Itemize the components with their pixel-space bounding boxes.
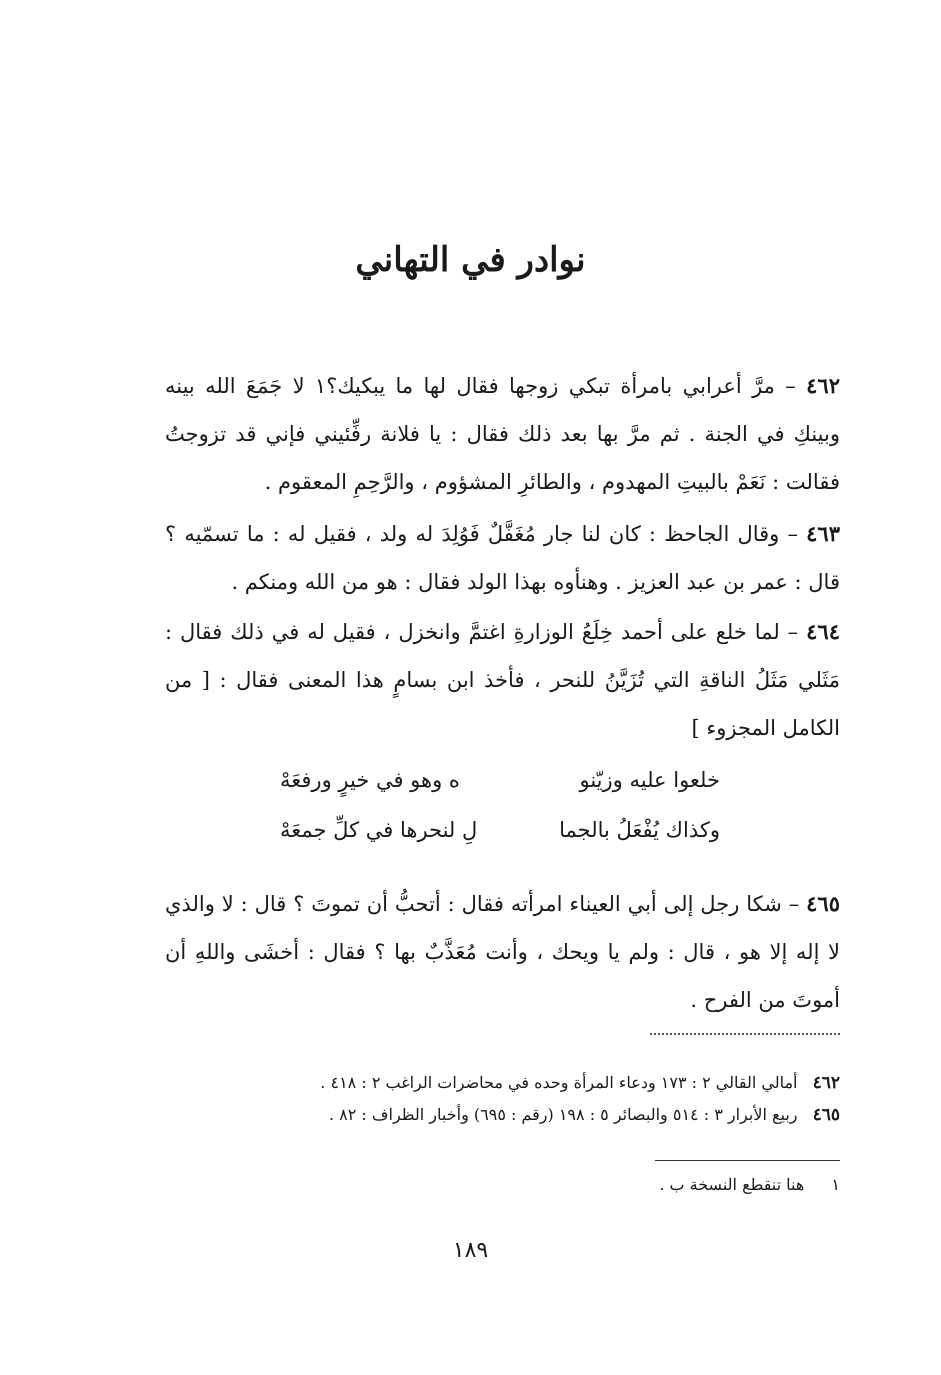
verse-hemistich: ه وهو في خيرٍ ورفعَهْ <box>280 768 460 792</box>
footnote <box>560 1175 840 1194</box>
source-text: ربيع الأبرار ٣ : ٥١٤ والبصائر ٥ : ١٩٨ (رقم : ٦٩٥) وأخبار الظراف : ٨٢ . <box>328 1105 798 1124</box>
entry-464 <box>165 608 840 752</box>
footnote-text: هنا تنقطع النسخة ب . <box>659 1175 805 1194</box>
entry-number: ٤٦٣ <box>806 521 840 546</box>
verse-hemistich: لِ لنحرها في كلِّ جمعَهْ <box>280 818 478 842</box>
source-text: أمالي القالي ٢ : ١٧٣ ودعاء المرأة وحده في محاضرات الراغب ٢ : ٤١٨ . <box>320 1073 798 1092</box>
verse-line <box>280 805 720 855</box>
footnote-rule <box>655 1160 840 1161</box>
entry-text: – وقال الجاحظ : كان لنا جار مُغَفَّلٌ فَوُلِدَ له ولد ، فقيل له : ما تسمّيه ؟ قال : عمر بن عبد العزيز . وهنأوه بهذا الولد فقال : هو من الله ومنكم . <box>165 522 840 594</box>
verse-hemistich: خلعوا عليه وزيّنو <box>579 768 720 792</box>
source-number: ٤٦٥ <box>812 1105 840 1125</box>
entry-text: – لما خلع على أحمد خِلَعُ الوزارةِ اغتمَّ وانخزل ، فقيل له في ذلك فقال : مَثَلي مَثَلُ الناقةِ التي تُزَيَّنُ للنحر ، فأخذ ابن بسامٍ هذا المعنى فقال : [ من الكامل المجزوء ] <box>165 620 840 740</box>
source-note <box>250 1100 840 1130</box>
page-title: نوادر في التهاني <box>355 240 586 280</box>
entry-text: – شكا رجل إلى أبي العيناء امرأته فقال : أتحبُّ أن تموتَ ؟ قال : لا والذي لا إله إلا هو ، قال : ولم يا ويحك ، وأنت مُعَذَّبٌ بها ؟ فقال : أخشَى واللهِ أن أموتَ من الفرح . <box>165 892 840 1012</box>
entry-number: ٤٦٥ <box>806 891 840 916</box>
entry-number: ٤٦٤ <box>806 619 840 644</box>
poem <box>280 755 720 855</box>
entry-465 <box>165 880 840 1024</box>
entry-number: ٤٦٢ <box>806 373 840 398</box>
dotted-separator <box>650 1033 840 1035</box>
source-note <box>250 1068 840 1098</box>
entry-463 <box>165 510 840 606</box>
entry-462 <box>165 362 840 506</box>
source-number: ٤٦٢ <box>812 1073 840 1093</box>
footnote-mark: ١ <box>831 1175 840 1194</box>
verse-line <box>280 755 720 805</box>
page-number: ١٨٩ <box>452 1238 489 1263</box>
entry-text: – مرَّ أعرابي بامرأة تبكي زوجها فقال لها ما يبكيك؟١ لا جَمَعَ الله بينه وبينكِ في الجنة . ثم مرَّ بها بعد ذلك فقال : يا فلانة رفِّئيني فإني قد تزوجتُ فقالت : نَعَمْ بالبيتِ المهدوم ، والطائرِ المشؤوم ، والرَّحِمِ المعقوم . <box>165 374 840 494</box>
verse-hemistich: وكذاك يُفْعَلُ بالجما <box>559 818 720 842</box>
